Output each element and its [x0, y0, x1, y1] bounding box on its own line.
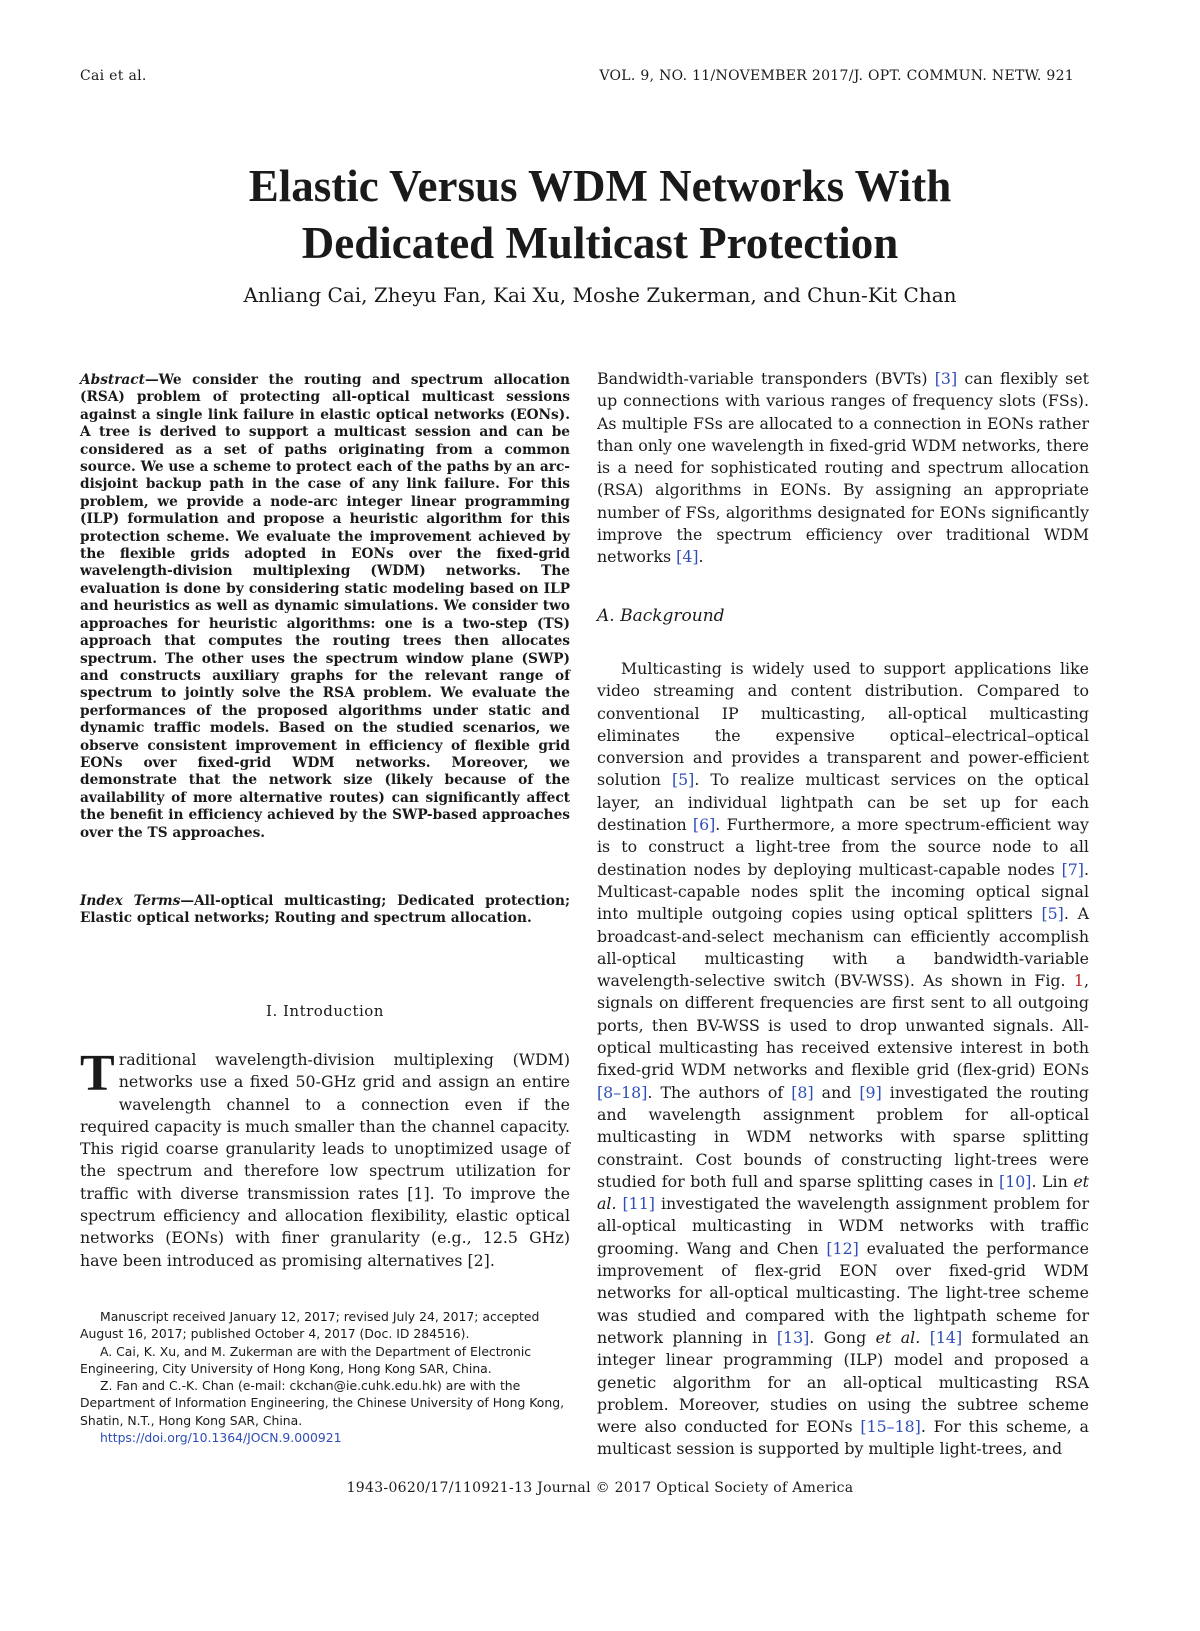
citation-link[interactable]: [5] — [1041, 904, 1064, 924]
text: Multicasting is widely used to support applications like video streaming and content distribution. Compared to conventional IP multicasting, all-optical multicasting eliminates the expensive optical–electrical–optical conversion and provides a transparent and power-efficient solution — [597, 659, 1089, 790]
introduction-section — [80, 1045, 570, 1272]
et-al: et al. — [875, 1327, 921, 1347]
citation-link[interactable]: [4] — [676, 547, 699, 567]
text: . — [698, 547, 704, 567]
citation-link[interactable]: [9] — [859, 1082, 882, 1102]
index-terms-text: —All-optical multicasting; Dedicated protection; Elastic optical networks; Routing and spectrum allocation. — [80, 893, 570, 927]
right-column-top — [597, 368, 1089, 569]
text: formulated an integer linear programming (ILP) model and proposed a genetic algorithm for an all-optical multicasting RSA problem. Moreover, studies on using the subtree scheme were also conducted for EONs — [597, 1327, 1089, 1437]
abstract-text: —We consider the routing and spectrum allocation (RSA) problem of protecting all-optical multicast sessions against a single link failure in elastic optical networks (EONs). A tree is derived to support a multicast session and can be considered as a set of paths originating from a common source. We use a scheme to protect each of the paths by an arc-disjoint backup path in the case of any link failure. For this problem, we provide a node-arc integer linear programming (ILP) formulation and propose a heuristic algorithm for this protection scheme. We evaluate the improvement achieved by the flexible grids adopted in EONs over the fixed-grid wavelength-division multiplexing (WDM) networks. The evaluation is done by considering static modeling based on ILP and heuristics as well as dynamic simulations. We consider two approaches for heuristic algorithms: one is a two-step (TS) approach that computes the routing trees then allocates spectrum. The other uses the spectrum window plane (SWP) and constructs auxiliary graphs for the relevant range of spectrum to jointly solve the RSA problem. We evaluate the performances of the proposed algorithms under static and dynamic traffic models. Based on the studied scenarios, we observe consistent improvement in efficiency of flexible grid EONs over fixed-grid WDM networks. Moreover, we demonstrate that the network size (likely because of the availability of more alternative routes) can significantly affect the benefit in efficiency achieved by the SWP-based approaches over the TS approaches. — [80, 372, 570, 841]
text: . The authors of — [647, 1082, 792, 1102]
citation-link[interactable]: [13] — [776, 1327, 810, 1347]
text: investigated the routing and wavelength assignment problem for all-optical multicasting in WDM networks with sparse splitting constraint. Cost bounds of constructing light-trees were studied for both full and sparse splitting cases in — [597, 1082, 1090, 1191]
et-al: et al. — [597, 1171, 1090, 1214]
introduction-text: raditional wavelength-division multiplexing (WDM) networks use a fixed 50-GHz grid and assign an entire wavelength channel to a connection even if the required capacity is much smaller than the channel capacity. This rigid coarse granularity leads to unoptimized usage of the spectrum and therefore low spectrum utilization for traffic with diverse transmission rates [1]. To improve the spectrum efficiency and allocation flexibility, elastic optical networks (EONs) with finer granularity (e.g., 12.5 GHz) have been introduced as promising alternatives [2]. — [80, 1050, 570, 1270]
text: . A broadcast-and-select mechanism can efficiently accomplish all-optical multicasting with a bandwidth-variable wavelength-selective switch (BV-WSS). As shown in Fig. — [597, 904, 1090, 991]
text: . Furthermore, a more spectrum-efficient way is to construct a light-tree from the source node to all destination nodes by deploying multicast-capable nodes — [597, 815, 1089, 879]
page-footer: 1943-0620/17/110921-13 Journal © 2017 Optical Society of America — [346, 1480, 854, 1496]
background-paragraph — [597, 658, 1089, 1461]
running-header-right: VOL. 9, NO. 11/NOVEMBER 2017/J. OPT. COMMUN. NETW. 921 — [599, 68, 1074, 84]
citation-link[interactable]: [12] — [826, 1238, 859, 1258]
citation-link[interactable]: [14] — [929, 1327, 963, 1347]
citation-link[interactable]: [8] — [791, 1082, 814, 1102]
bvt-paragraph — [597, 368, 1089, 569]
drop-cap: T — [80, 1045, 115, 1102]
citation-link[interactable]: [15–18] — [860, 1417, 921, 1437]
title-line-1: Elastic Versus WDM Networks With — [248, 161, 952, 211]
paper-title — [60, 158, 1140, 272]
citation-link[interactable]: [5] — [671, 770, 695, 790]
subsection-heading-background: A. Background — [597, 606, 725, 626]
text: evaluated the performance improvement of flex-grid EON over fixed-grid WDM networks for all-optical multicasting. The light-tree scheme was studied and compared with the lightpath scheme for network planning in — [597, 1238, 1089, 1347]
text: Bandwidth-variable transponders (BVTs) — [597, 369, 935, 388]
text: . Lin — [1031, 1171, 1074, 1191]
footnote-received: Manuscript received January 12, 2017; revised July 24, 2017; accepted August 16, 2017; published October 4, 2017 (Doc. ID 284516). — [80, 1309, 540, 1342]
abstract-label: Abstract — [80, 372, 145, 388]
citation-link[interactable]: [8–18] — [597, 1082, 648, 1102]
citation-link[interactable]: [3] — [934, 369, 958, 388]
footnote-affiliation-1: A. Cai, K. Xu, and M. Zukerman are with the Department of Electronic Engineering, City University of Hong Kong, Hong Kong SAR, China. — [80, 1343, 532, 1376]
author-list: Anliang Cai, Zheyu Fan, Kai Xu, Moshe Zukerman, and Chun-Kit Chan — [243, 283, 957, 307]
doi-link[interactable]: https://doi.org/10.1364/JOCN.9.000921 — [100, 1430, 342, 1446]
index-terms — [80, 893, 570, 928]
footnote-affiliation-2: Z. Fan and C.-K. Chan (e-mail: ckchan@ie.cuhk.edu.hk) are with the Department of Information Engineering, the Chinese University of Hong Kong, Shatin, N.T., Hong Kong SAR, China. — [80, 1378, 565, 1428]
citation-link[interactable]: [6] — [692, 815, 716, 835]
section-heading-introduction: I. Introduction — [266, 1002, 384, 1020]
text: . To realize multicast services on the optical layer, an individual lightpath can be set up for each destination — [597, 770, 1090, 835]
introduction-paragraph — [80, 1045, 570, 1272]
citation-link[interactable]: [11] — [622, 1194, 655, 1214]
text: investigated the wavelength assignment problem for all-optical multicasting in WDM networks with traffic grooming. Wang and Chen — [597, 1194, 1089, 1258]
title-line-2: Dedicated Multicast Protection — [301, 218, 899, 268]
text: , signals on different frequencies are first sent to all outgoing ports, then BV-WSS is used to drop unwanted signals. All-optical multicasting has received extensive interest in both fixed-grid WDM networks and flexible grid (flex-grid) EONs — [597, 971, 1089, 1080]
text: . Gong — [809, 1327, 876, 1347]
footnotes — [80, 1308, 570, 1446]
text: can flexibly set up connections with various ranges of frequency slots (FSs). As multiple FSs are allocated to a connection in EONs rather than only one wavelength in fixed-grid WDM networks, there is a need for sophisticated routing and spectrum allocation (RSA) algorithms in EONs. By assigning an appropriate number of FSs, algorithms designated for EONs significantly improve the spectrum efficiency over traditional WDM networks — [597, 369, 1089, 567]
text: . For this scheme, a multicast session is supported by multiple light-trees, and — [597, 1417, 1089, 1459]
running-header-left: Cai et al. — [80, 68, 147, 84]
background-section — [597, 658, 1089, 1461]
citation-link[interactable]: [7] — [1061, 859, 1084, 879]
abstract — [80, 372, 570, 842]
text: . Multicast-capable nodes split the incoming optical signal into multiple outgoing copies using optical splitters — [597, 859, 1089, 924]
citation-link[interactable]: [10] — [999, 1171, 1032, 1191]
index-terms-label: Index Terms — [80, 893, 181, 909]
figure-link[interactable]: 1 — [1073, 971, 1084, 991]
text: and — [813, 1082, 860, 1102]
